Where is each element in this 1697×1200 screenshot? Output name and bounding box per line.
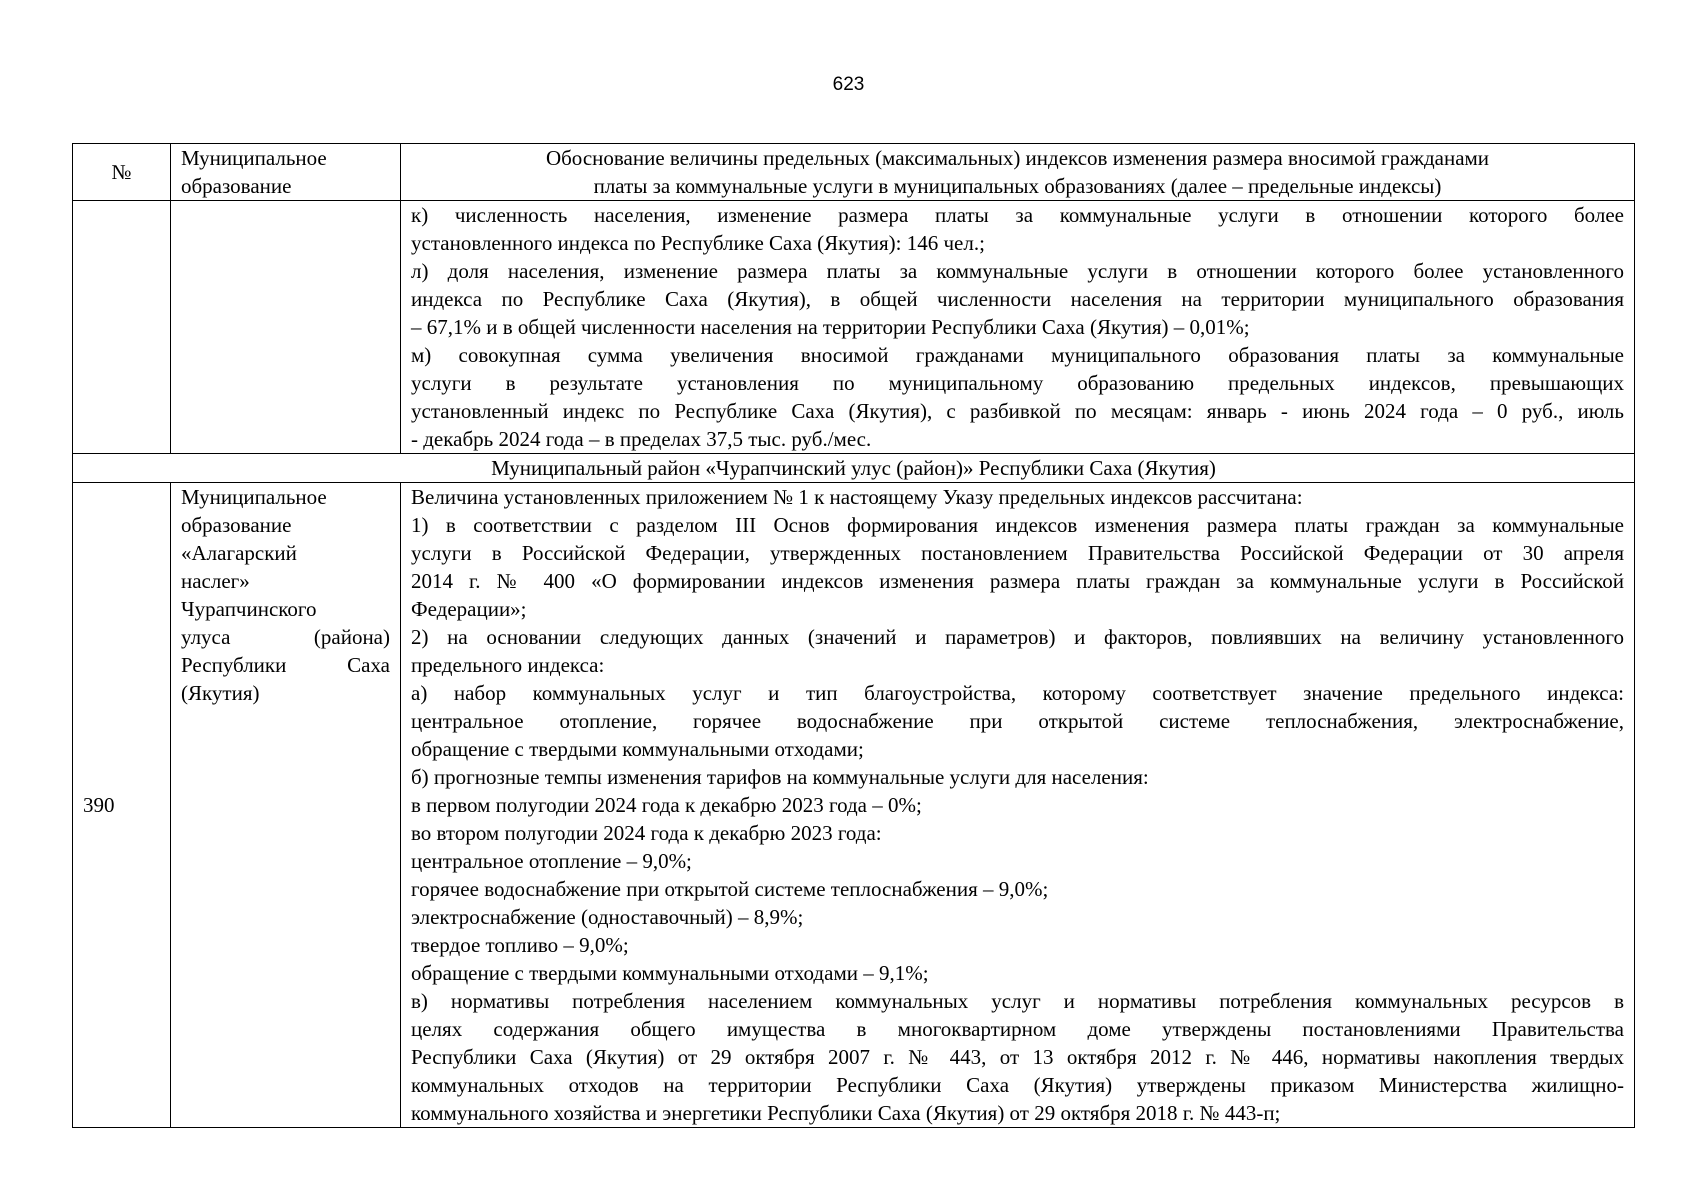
justification-line: обращение с твердыми коммунальными отходами – 9,1%; [411, 961, 929, 985]
cell-justification-continued [401, 201, 1635, 454]
justification-line: твердое топливо – 9,0%; [411, 933, 629, 957]
municipality-line: Муниципальное [181, 485, 327, 509]
justification-line: Республики Саха (Якутия) от 29 октября 2007 г. № 443, от 13 октября 2012 г. № 446, нормативы накопления твердых [411, 1045, 1624, 1069]
justification-line: услуги в результате установления по муниципальному образованию предельных индексов, превышающих [411, 371, 1624, 395]
justification-line: центральное отопление, горячее водоснабжение при открытой системе теплоснабжения, электроснабжение, [411, 709, 1624, 733]
justification-line: Величина установленных приложением № 1 к настоящему Указу предельных индексов рассчитана: [411, 485, 1303, 509]
municipality-line: Чурапчинского [181, 597, 317, 621]
municipality-line: образование [181, 513, 292, 537]
justification-line: в) нормативы потребления населением коммунальных услуг и нормативы потребления коммунальных ресурсов в [411, 989, 1624, 1013]
header-justification-line: Обоснование величины предельных (максимальных) индексов изменения размера вносимой гражданами [545, 146, 1490, 170]
municipality-line: улуса (района) [181, 625, 390, 649]
municipality-line: Республики Саха [181, 653, 390, 677]
justification-line: в первом полугодии 2024 года к декабрю 2023 года – 0%; [411, 793, 922, 817]
justification-line: 2) на основании следующих данных (значений и параметров) и факторов, повлиявших на величину установленного [411, 625, 1624, 649]
justification-line: – 67,1% и в общей численности населения на территории Республики Саха (Якутия) – 0,01%; [411, 315, 1250, 339]
table-row-continued [73, 201, 1635, 454]
cell-number-empty [73, 201, 171, 454]
justification-line: м) совокупная сумма увеличения вносимой гражданами муниципального образования платы за коммунальные [411, 343, 1624, 367]
header-number: № [73, 144, 171, 201]
justification-line: 2014 г. № 400 «О формировании индексов изменения размера платы граждан за коммунальные услуги в Российской [411, 569, 1624, 593]
cell-municipality-empty [171, 201, 401, 454]
justification-line: коммунального хозяйства и энергетики Республики Саха (Якутия) от 29 октября 2018 г. № 443-п; [411, 1101, 1281, 1125]
municipality-line: (Якутия) [181, 681, 260, 705]
justification-line: Федерации»; [411, 597, 527, 621]
justification-line: л) доля населения, изменение размера платы за коммунальные услуги в отношении которого более установленного [411, 259, 1624, 283]
justification-line: целях содержания общего имущества в многоквартирном доме утверждены постановлениями Правительства [411, 1017, 1624, 1041]
row-justification [401, 483, 1635, 1128]
municipality-line: наслег» [181, 569, 250, 593]
justification-line: центральное отопление – 9,0%; [411, 849, 692, 873]
header-municipality-line: Муниципальное [181, 146, 327, 170]
table-header-row [73, 144, 1635, 201]
justification-line: установленный индекс по Республике Саха (Якутия), с разбивкой по месяцам: январь - июнь 2024 года – 0 руб., июль [411, 399, 1624, 423]
header-municipality [171, 144, 401, 201]
justification-line: горячее водоснабжение при открытой системе теплоснабжения – 9,0%; [411, 877, 1049, 901]
justification-line: предельного индекса: [411, 653, 605, 677]
justification-line: электроснабжение (одноставочный) – 8,9%; [411, 905, 804, 929]
page-number: 623 [832, 74, 865, 95]
justification-line: обращение с твердыми коммунальными отходами; [411, 737, 864, 761]
justification-line: б) прогнозные темпы изменения тарифов на коммунальные услуги для населения: [411, 765, 1149, 789]
row-municipality [171, 483, 401, 1128]
row-number: 390 [73, 483, 171, 1128]
justification-line: услуги в Российской Федерации, утвержденных постановлением Правительства Российской Федерации от 30 апреля [411, 541, 1624, 565]
district-row [73, 454, 1635, 483]
justification-line: - декабрь 2024 года – в пределах 37,5 тыс. руб./мес. [411, 427, 872, 451]
justification-line: коммунальных отходов на территории Республики Саха (Якутия) утверждены приказом Министерства жилищно- [411, 1073, 1624, 1097]
header-justification [401, 144, 1635, 201]
district-title: Муниципальный район «Чурапчинский улус (район)» Республики Саха (Якутия) [73, 454, 1635, 483]
justification-line: к) численность населения, изменение размера платы за коммунальные услуги в отношении которого более [411, 203, 1624, 227]
header-justification-line: платы за коммунальные услуги в муниципальных образованиях (далее – предельные индексы) [593, 174, 1442, 198]
justification-line: индекса по Республике Саха (Якутия), в общей численности населения на территории муниципального образования [411, 287, 1624, 311]
table-row-390 [73, 483, 1635, 1128]
municipality-line: «Алагарский [181, 541, 297, 565]
justification-line: установленного индекса по Республике Саха (Якутия): 146 чел.; [411, 231, 985, 255]
justification-table [72, 143, 1635, 1128]
justification-line: а) набор коммунальных услуг и тип благоустройства, которому соответствует значение предельного индекса: [411, 681, 1624, 705]
header-municipality-line: образование [181, 174, 292, 198]
justification-line: во втором полугодии 2024 года к декабрю 2023 года: [411, 821, 882, 845]
justification-line: 1) в соответствии с разделом III Основ формирования индексов изменения размера платы граждан за коммунальные [411, 513, 1624, 537]
